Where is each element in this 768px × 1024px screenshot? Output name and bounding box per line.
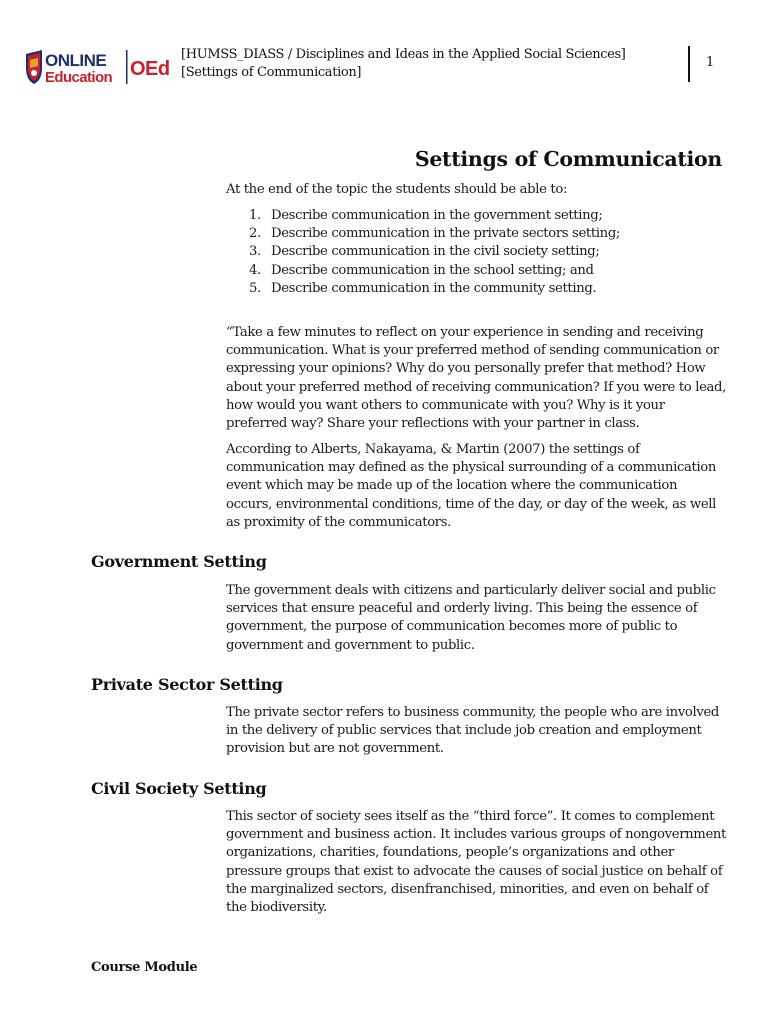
objectives-list	[226, 207, 620, 298]
list-item	[226, 207, 620, 225]
document-header	[181, 46, 626, 82]
footer-course-module: Course Module	[91, 960, 198, 975]
list-item-text: Describe communication in the civil society setting;	[271, 244, 600, 260]
reflection-paragraph: “Take a few minutes to reflect on your experience in sending and receiving communication. What is your preferred method of sending communication or expressing your opinions? Why do you personally prefer that method? How about your preferred method of receiving communication? If you were to lead, how would you want others to communicate with you? Why is it your preferred way? Share your reflections with your partner in class.	[226, 325, 726, 432]
list-item-number: 4.	[249, 262, 261, 278]
logo-word-oed: OEd	[130, 58, 170, 80]
section-heading-government: Government Setting	[91, 552, 267, 571]
list-item	[226, 225, 620, 243]
list-item-text: Describe communication in the community setting.	[271, 280, 597, 296]
list-item	[226, 280, 620, 298]
list-item-number: 5.	[249, 280, 261, 296]
header-course-line: [HUMSS_DIASS / Disciplines and Ideas in the Applied Social Sciences]	[181, 47, 626, 62]
list-item-number: 2.	[249, 226, 261, 242]
section-heading-private-sector: Private Sector Setting	[91, 675, 283, 694]
logo-word-education: Education	[45, 69, 113, 86]
section-body-civil-society: This sector of society sees itself as the “third force”. It comes to complement government and business action. It includes various groups of nongovernment organizations, charities, foundations, people’s organizations and other pressure groups that exist to advocate the causes of social justice on behalf of the marginalized sectors, disenfranchised, minorities, and even on behalf of the biodiversity.	[226, 809, 726, 916]
section-body-private-sector: The private sector refers to business community, the people who are involved in the delivery of public services that include job creation and employment provision but are not government.	[226, 705, 720, 757]
objectives-intro: At the end of the topic the students should be able to:	[226, 182, 568, 197]
logo-word-online: ONLINE	[45, 51, 107, 70]
page-title: Settings of Communication	[414, 147, 722, 171]
list-item-text: Describe communication in the school setting; and	[271, 262, 594, 278]
section-heading-civil-society: Civil Society Setting	[91, 779, 267, 798]
list-item-number: 3.	[249, 244, 261, 260]
list-item-text: Describe communication in the private sectors setting;	[271, 226, 621, 242]
definition-paragraph: According to Alberts, Nakayama, & Martin (2007) the settings of communication may defined as the physical surrounding of a communication event which may be made up of the location where the communication occurs, environmental conditions, time of the day, or day of the week, as well as proximity of the communicators.	[226, 442, 717, 530]
online-education-logo	[24, 46, 176, 88]
header-divider	[688, 46, 690, 82]
list-item	[226, 243, 620, 261]
header-topic-line: [Settings of Communication]	[181, 65, 362, 80]
list-item-text: Describe communication in the government setting;	[271, 208, 603, 223]
section-body-government: The government deals with citizens and particularly deliver social and public services that ensure peaceful and orderly living. This being the essence of government, the purpose of communication becomes more of public to government and government to public.	[226, 583, 716, 653]
list-item	[226, 262, 620, 280]
list-item-number: 1.	[249, 208, 261, 223]
page-number: 1	[706, 55, 715, 70]
